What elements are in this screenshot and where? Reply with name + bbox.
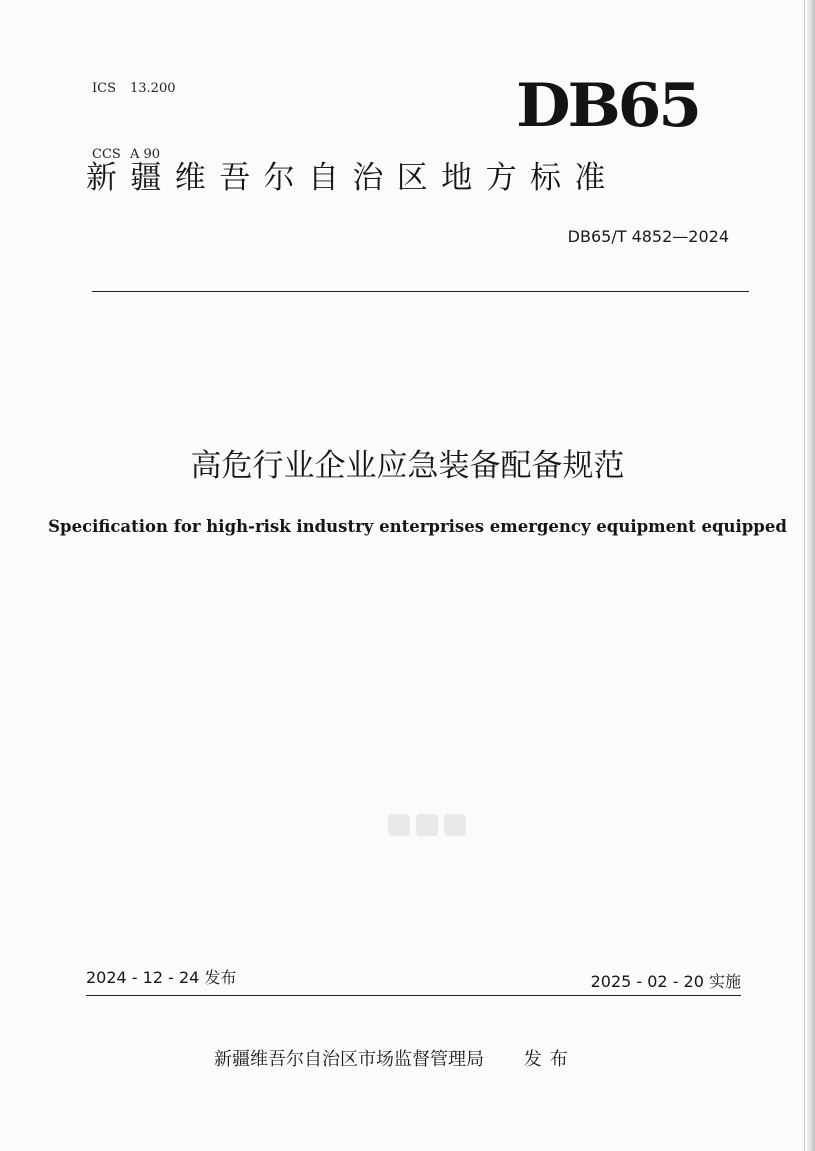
implementation-date: 2025 - 02 - 20 实施	[590, 972, 741, 991]
document-title-zh: 高危行业企业应急装备配备规范	[190, 448, 625, 484]
footer-divider	[86, 995, 741, 996]
publisher-action: 发布	[523, 1049, 576, 1070]
publisher-organization: 新疆维吾尔自治区市场监督管理局	[214, 1049, 484, 1070]
document-title-en: Specification for high-risk industry enterprises emergency equipment equipped	[48, 517, 787, 536]
ics-label: ICS	[92, 81, 116, 96]
scan-edge-line	[804, 0, 805, 1151]
ccs-label: CCS	[92, 147, 121, 162]
faint-stamp-mark	[388, 814, 508, 846]
header-divider	[92, 291, 749, 292]
standard-category-title: 新疆维吾尔自治区地方标准	[86, 160, 619, 196]
ccs-code: A 90	[130, 147, 161, 162]
db65-logo: DB65	[516, 71, 699, 141]
issue-date: 2024 - 12 - 24 发布	[86, 968, 237, 987]
ics-row	[92, 78, 176, 100]
standard-number: DB65/T 4852—2024	[567, 227, 729, 246]
ics-code: 13.200	[130, 81, 176, 96]
scan-edge-strip	[807, 0, 815, 1151]
publisher-line	[214, 1047, 576, 1073]
